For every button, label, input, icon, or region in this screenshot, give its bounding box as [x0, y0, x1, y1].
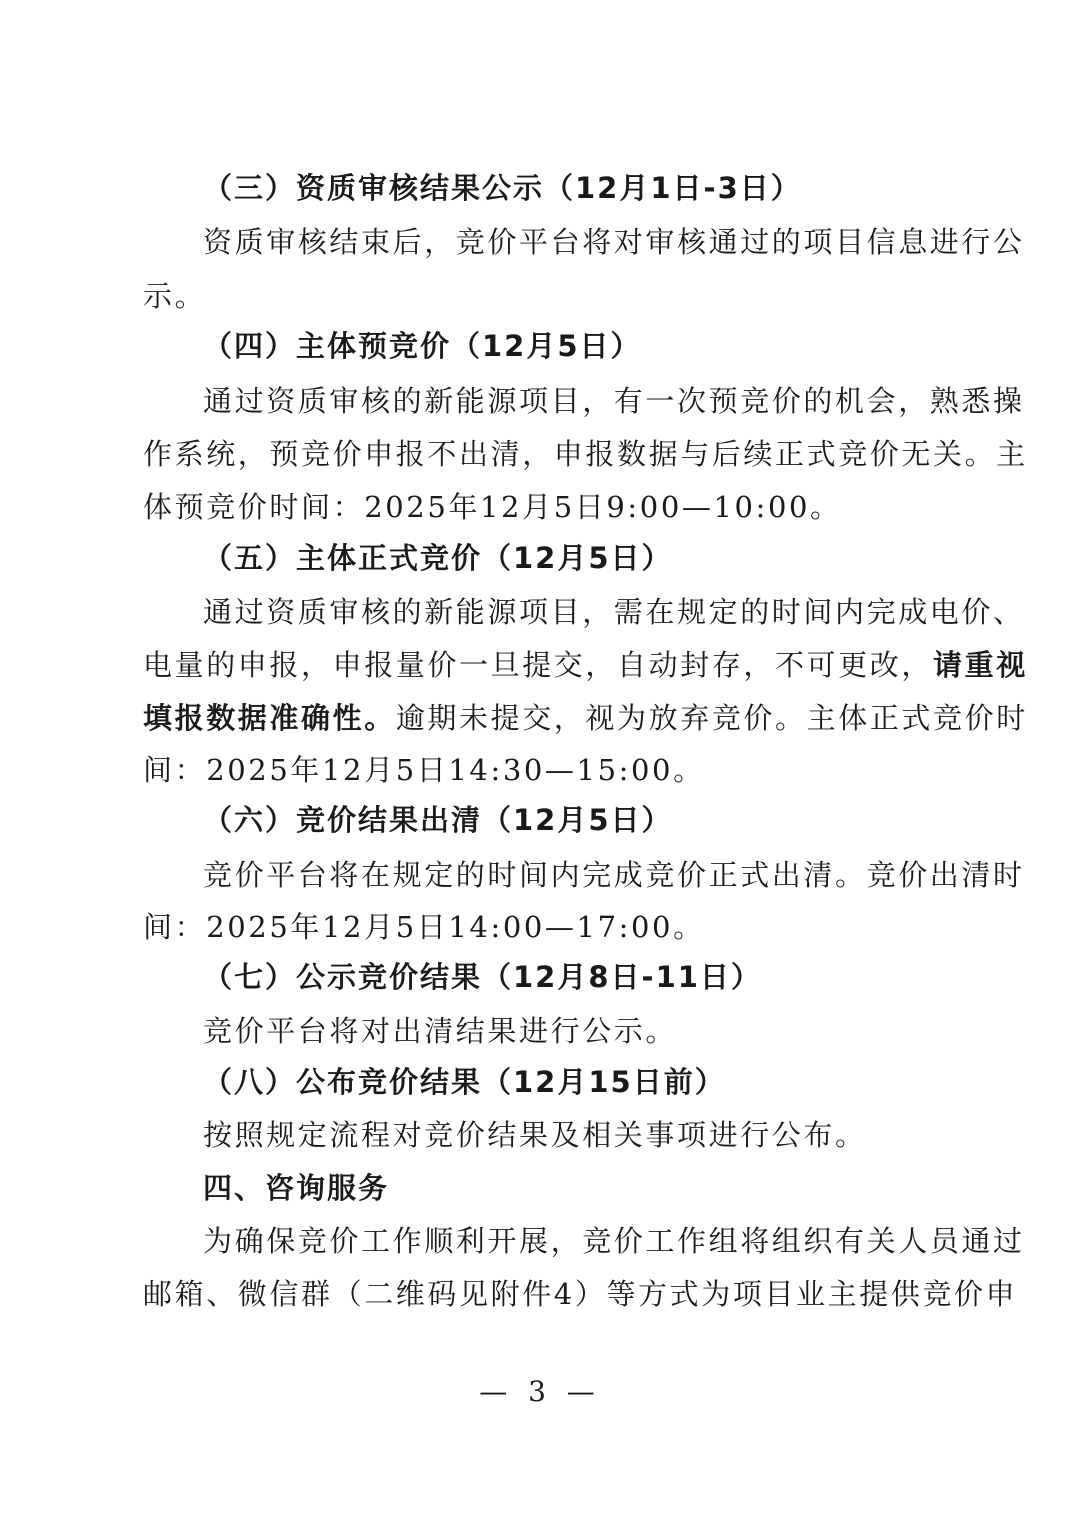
- paragraph-line: [143, 698, 1028, 738]
- paragraph-line: 按照规定流程对竞价结果及相关事项进行公布。: [203, 1118, 867, 1152]
- paragraph-line: 作系统，预竞价申报不出清，申报数据与后续正式竞价无关。主: [143, 437, 1028, 471]
- paragraph-line: 通过资质审核的新能源项目，有一次预竞价的机会，熟悉操: [203, 384, 1025, 418]
- section-heading-6: （六）竞价结果出清（12月5日）: [203, 803, 673, 837]
- section-heading-8: （八）公布竞价结果（12月15日前）: [203, 1065, 726, 1099]
- paragraph-line: 邮箱、微信群（二维码见附件4）等方式为项目业主提供竞价申: [143, 1277, 1018, 1311]
- paragraph-line: 间：2025年12月5日14:30—15:00。: [143, 753, 705, 787]
- section-heading-4: （四）主体预竞价（12月5日）: [203, 329, 642, 363]
- section-heading-5: （五）主体正式竞价（12月5日）: [203, 541, 673, 575]
- paragraph-line: 竞价平台将对出清结果进行公示。: [203, 1014, 678, 1048]
- paragraph-line: 体预竞价时间：2025年12月5日9:00—10:00。: [143, 490, 842, 524]
- section-heading-3: （三）资质审核结果公示（12月1日-3日）: [203, 171, 802, 205]
- section-heading-7: （七）公示竞价结果（12月8日-11日）: [203, 960, 762, 994]
- emphasis-text: 填报数据准确性。: [143, 701, 396, 735]
- page-number: — 3 —: [479, 1375, 601, 1408]
- paragraph-line: 资质审核结束后，竞价平台将对审核通过的项目信息进行公: [203, 225, 1025, 259]
- paragraph-line: 间：2025年12月5日14:00—17:00。: [143, 910, 705, 944]
- paragraph-line: 竞价平台将在规定的时间内完成竞价正式出清。竞价出清时: [203, 858, 1025, 892]
- text-segment: 逾期未提交，视为放弃竞价。主体正式竞价时: [395, 701, 1028, 735]
- paragraph-line: 示。: [143, 279, 207, 313]
- emphasis-text: 请重视: [933, 648, 1028, 682]
- text-segment: 电量的申报，申报量价一旦提交，自动封存，不可更改，: [143, 648, 934, 682]
- part-heading-4: 四、咨询服务: [203, 1171, 390, 1205]
- paragraph-line: [143, 645, 1028, 685]
- paragraph-line: 为确保竞价工作顺利开展，竞价工作组将组织有关人员通过: [203, 1224, 1025, 1258]
- paragraph-line: 通过资质审核的新能源项目，需在规定的时间内完成电价、: [203, 595, 1025, 629]
